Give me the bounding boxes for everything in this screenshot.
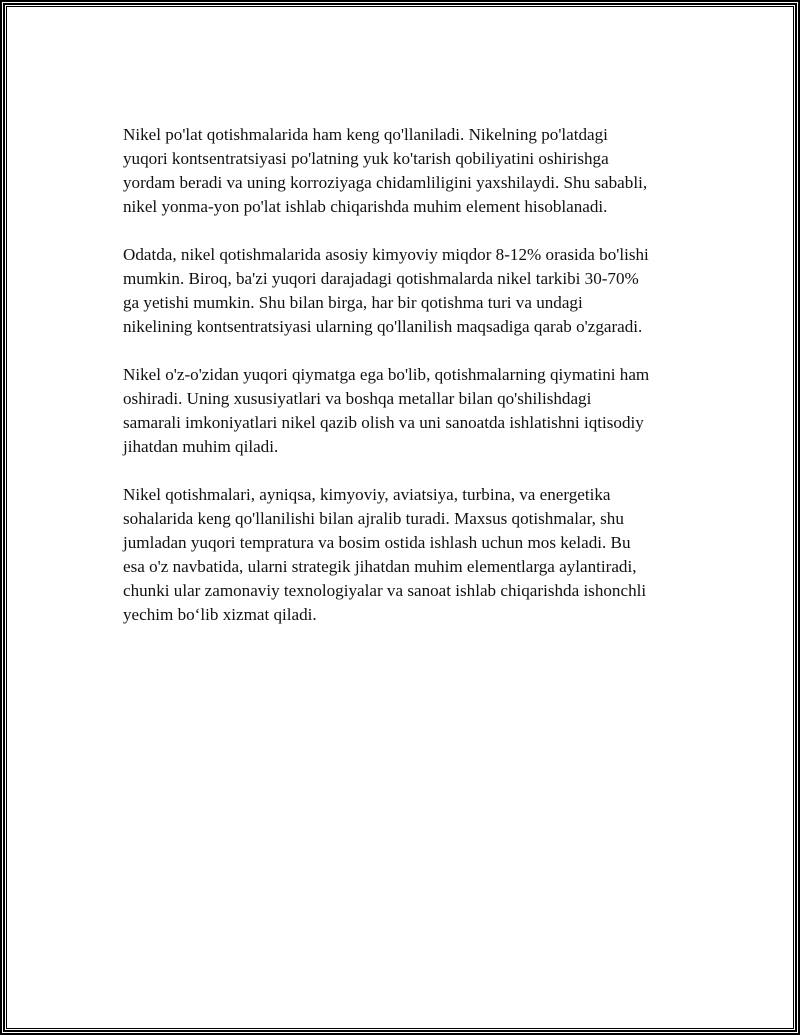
paragraph-line: Nikel qotishmalari, ayniqsa, kimyoviy, aviatsiya, turbina, va energetika: [123, 485, 611, 504]
paragraph-2: [123, 243, 693, 339]
paragraph-line: jihatdan muhim qiladi.: [123, 437, 279, 456]
paragraph-line: mumkin. Biroq, ba'zi yuqori darajadagi qotishmalarda nikel tarkibi 30-70%: [123, 269, 639, 288]
paragraph-4: [123, 483, 693, 627]
paragraph-line: jumladan yuqori tempratura va bosim ostida ishlash uchun mos keladi. Bu: [123, 533, 631, 552]
paragraph-line: nikel yonma-yon po'lat ishlab chiqarishda muhim element hisoblanadi.: [123, 197, 608, 216]
paragraph-line: nikelining kontsentratsiyasi ularning qo'llanilish maqsadiga qarab o'zgaradi.: [123, 317, 643, 336]
paragraph-3: [123, 363, 693, 459]
paragraph-line: chunki ular zamonaviy texnologiyalar va sanoat ishlab chiqarishda ishonchli: [123, 581, 647, 600]
paragraph-line: oshiradi. Uning xususiyatlari va boshqa metallar bilan qo'shilishdagi: [123, 389, 592, 408]
paragraph-1: [123, 123, 693, 219]
paragraph-line: sohalarida keng qo'llanilishi bilan ajralib turadi. Maxsus qotishmalar, shu: [123, 509, 624, 528]
paragraph-line: Odatda, nikel qotishmalarida asosiy kimyoviy miqdor 8-12% orasida bo'lishi: [123, 245, 649, 264]
paragraph-line: samarali imkoniyatlari nikel qazib olish va uni sanoatda ishlatishni iqtisodiy: [123, 413, 644, 432]
paragraph-line: esa o'z navbatida, ularni strategik jihatdan muhim elementlarga aylantiradi,: [123, 557, 637, 576]
paragraph-line: ga yetishi mumkin. Shu bilan birga, har bir qotishma turi va undagi: [123, 293, 583, 312]
document-body: [123, 123, 693, 651]
paragraph-line: Nikel o'z-o'zidan yuqori qiymatga ega bo'lib, qotishmalarning qiymatini ham: [123, 365, 650, 384]
paragraph-line: yordam beradi va uning korroziyaga chidamliligini yaxshilaydi. Shu sababli,: [123, 173, 648, 192]
paragraph-line: yuqori kontsentratsiyasi po'latning yuk ko'tarish qobiliyatini oshirishga: [123, 149, 609, 168]
paragraph-line: Nikel po'lat qotishmalarida ham keng qo'llaniladi. Nikelning po'latdagi: [123, 125, 608, 144]
paragraph-line: yechim bo‘lib xizmat qiladi.: [123, 605, 317, 624]
